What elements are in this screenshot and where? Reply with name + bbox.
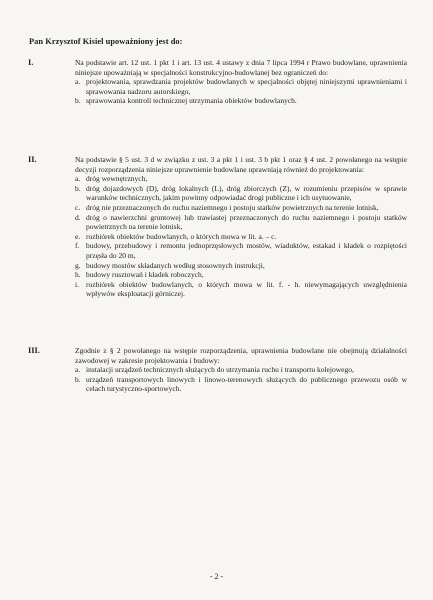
section-3-number: III. <box>28 346 40 355</box>
list-item-text: budowy, przebudowy i remontu jednoprzęsłowych mostów, wiaduktów, estakad i kładek o rozpiętości przęsła do 20 m, <box>86 241 407 260</box>
list-item <box>75 261 407 271</box>
list-item-text: dróg o nawierzchni gruntowej lub trawiastej przeznaczonych do ruchu naziemnego i postoju statków powietrznych na terenie lotnisk, <box>86 212 407 232</box>
list-item <box>75 232 407 242</box>
list-item-text: dróg dojazdowych (D), dróg lokalnych (L), dróg zbiorczych (Z), w rozumieniu przepisów w sprawie warunków technicznych, jakim powinny odpowiadać drogi publiczne i ich usytuowanie, <box>86 183 407 203</box>
section-2-body <box>75 155 407 299</box>
section-3-intro: Zgodnie z § 2 powołanego na wstępie rozporządzenia, uprawnienia budowlane nie obejmują działalności zawodowej w zakresie projektowania i budowy: <box>75 346 407 365</box>
list-item-marker: c. <box>75 202 81 212</box>
list-item-marker: b. <box>75 183 81 193</box>
list-item-text: dróg nie przeznaczonych do ruchu naziemnego i postoju statków powietrznych na terenie lotnisk, <box>86 202 379 212</box>
list-item-marker: i. <box>75 279 79 289</box>
page-number: - 2 - <box>209 572 224 581</box>
list-item-marker: h. <box>75 270 81 280</box>
list-item <box>75 375 407 394</box>
list-item-marker: f. <box>75 241 80 251</box>
list-item-text: instalacji urządzeń technicznych służących do utrzymania ruchu i transportu kolejowego, <box>86 365 354 375</box>
list-item-marker: a. <box>75 77 81 87</box>
list-item <box>75 96 407 106</box>
section-3-list <box>75 365 407 394</box>
section-2-intro: Na podstawie § 5 ust. 3 d w związku z ust. 3 a pkt 1 i ust. 3 b pkt 1 oraz § 4 ust. 2 powołanego na wstępie decyzji rozporządzenia niniejsze uprawnienie budowlane uprawniają również do projektowania: <box>75 155 407 174</box>
list-item-text: rozbiórek obiektów budowlanych, o których mowa w lit. a. – c. <box>86 231 277 241</box>
list-item <box>75 241 407 260</box>
list-item-text: dróg wewnętrznych, <box>86 174 148 184</box>
section-1-number: I. <box>28 58 34 67</box>
list-item-marker: d. <box>75 212 81 222</box>
list-item <box>75 270 407 280</box>
list-item-text: projektowania, sprawdzania projektów budowlanych w specjalności objętej niniejszymi uprawnieniami i sprawowania nadzoru autorskiego, <box>86 77 407 96</box>
list-item-marker: e. <box>75 231 81 241</box>
list-item-marker: b. <box>75 374 81 384</box>
document-heading: Pan Krzysztof Kisiel upoważniony jest do: <box>29 37 183 46</box>
section-3-body <box>75 346 407 394</box>
list-item <box>75 184 407 203</box>
list-item-text: sprawowania kontroli technicznej utrzymania obiektów budowlanych. <box>86 96 297 106</box>
list-item-marker: a. <box>75 365 81 375</box>
section-1-list <box>75 77 407 106</box>
list-item <box>75 365 407 375</box>
list-item <box>75 280 407 299</box>
list-item <box>75 203 407 213</box>
list-item-text: budowy rusztowań i kładek roboczych, <box>86 270 204 280</box>
list-item-marker: g. <box>75 260 81 270</box>
list-item-text: budowy mostów składanych według stosownych instrukcji, <box>86 260 265 270</box>
list-item-text: urządzeń transportowych linowych i linowo-terenowych służących do publicznego przewozu osób w celach turystyczno-sportowych. <box>86 374 407 394</box>
list-item-marker: b. <box>75 96 81 106</box>
list-item-marker: a. <box>75 174 81 184</box>
list-item <box>75 174 407 184</box>
list-item-text: rozbiórek obiektów budowlanych, o których mowa w lit. f. - h. niewymagających uwzględnienia wpływów eksploatacji górniczej. <box>86 279 407 299</box>
list-item <box>75 77 407 96</box>
section-2-list <box>75 174 407 299</box>
section-1-intro: Na podstawie art. 12 ust. 1 pkt 1 i art. 13 ust. 4 ustawy z dnia 7 lipca 1994 r Prawo budowlane, uprawnienia niniejsze upoważniają w specjalności konstrukcyjno-budowlanej bez ograniczeń do: <box>75 58 407 77</box>
list-item <box>75 213 407 232</box>
section-1-body <box>75 58 407 106</box>
section-2-number: II. <box>28 155 37 164</box>
